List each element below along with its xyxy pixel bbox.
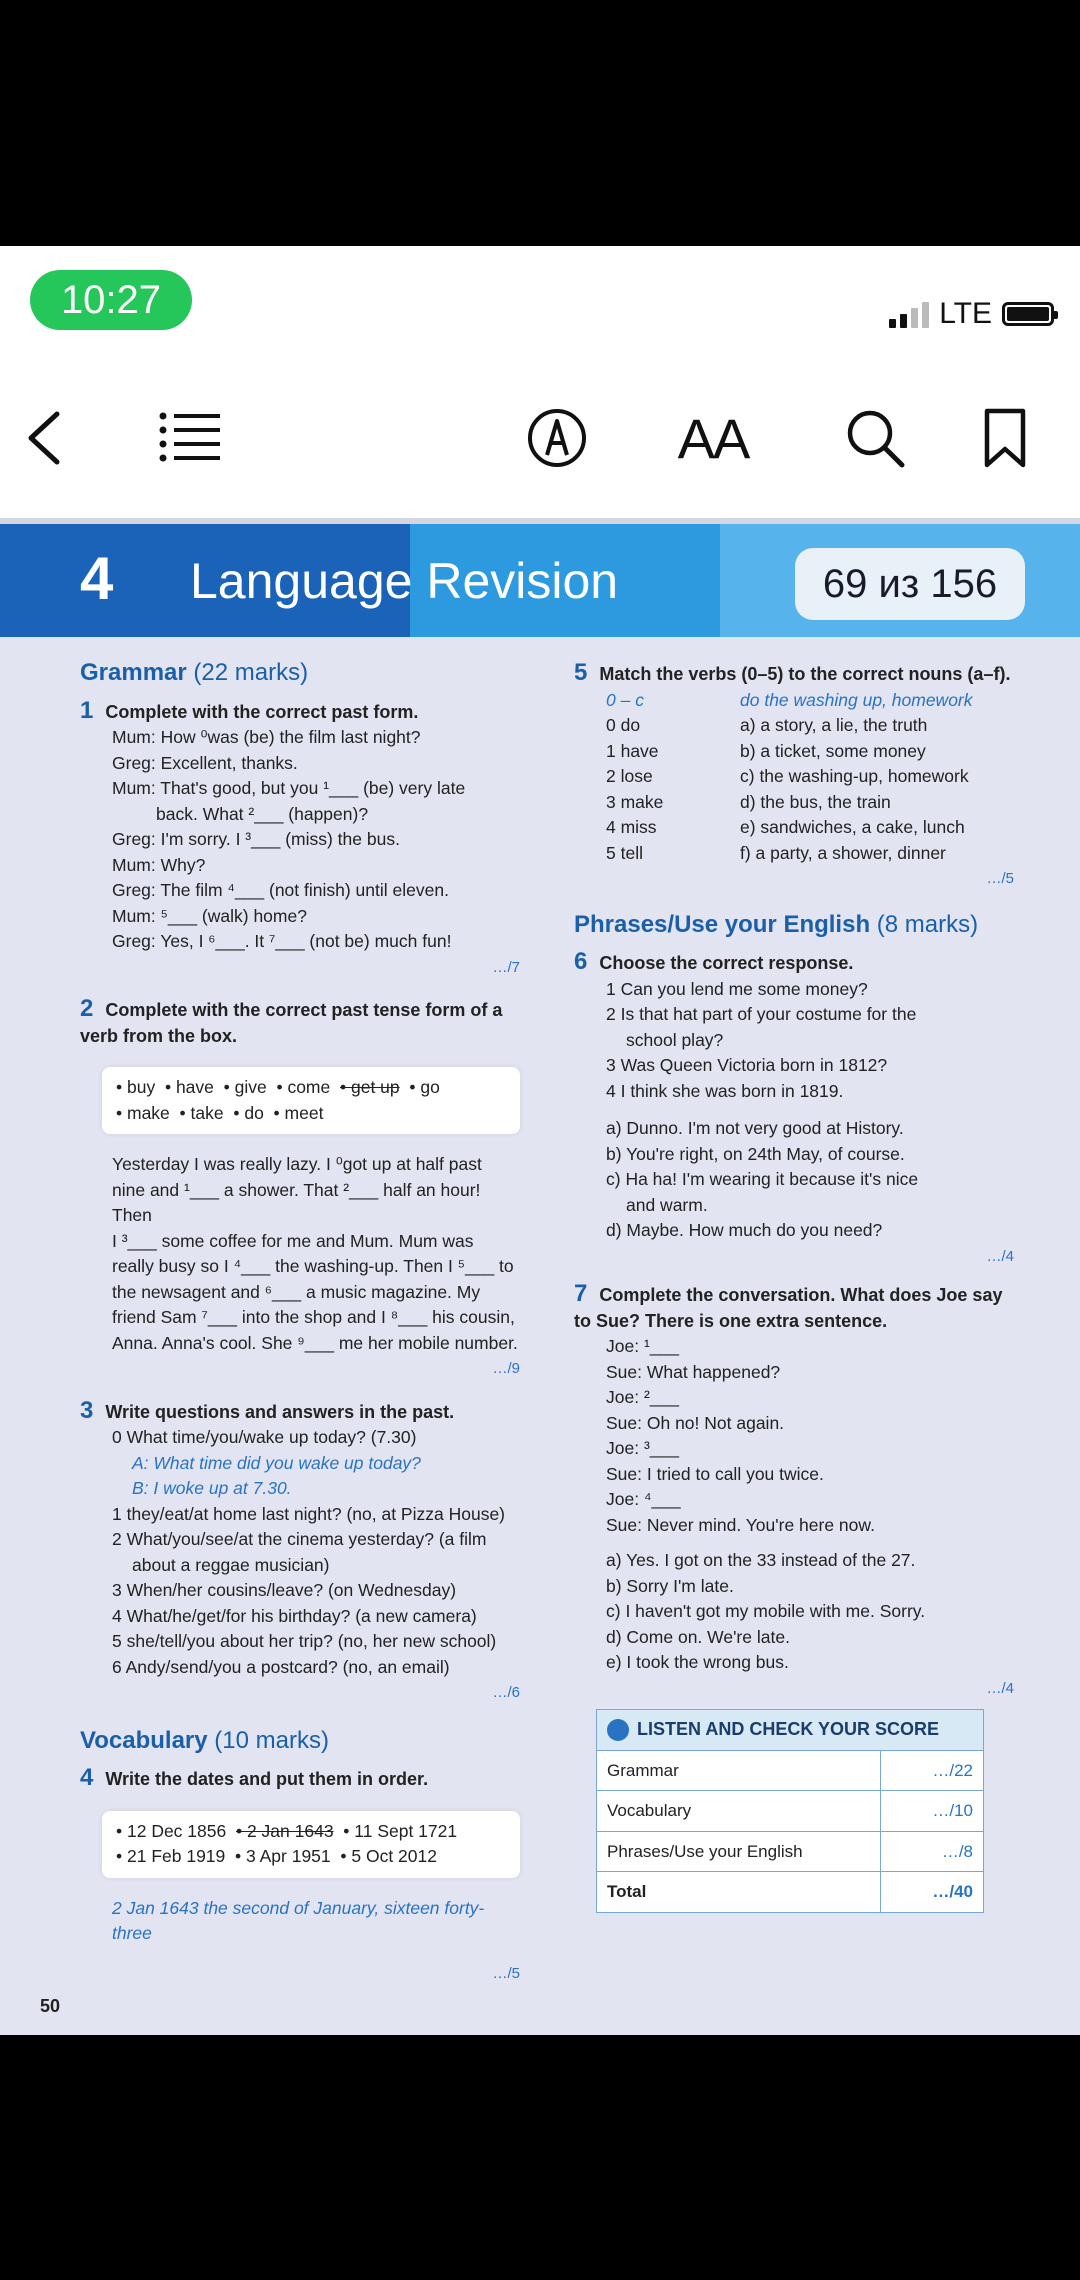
exercise-5-heading: 5 Match the verbs (0–5) to the correct nouns (a–f). bbox=[574, 659, 1011, 686]
page-indicator[interactable]: 69 из 156 bbox=[795, 548, 1025, 620]
exercise-5-score: …/5 bbox=[986, 870, 1014, 887]
grammar-section-title: Grammar (22 marks) bbox=[80, 659, 309, 686]
score-row-phrases: Phrases/Use your English …/8 bbox=[597, 1831, 984, 1872]
phrases-section-title: Phrases/Use your English (8 marks) bbox=[574, 910, 979, 938]
exercise-4-score: …/5 bbox=[492, 1964, 520, 1982]
exercise-6-questions: 1 Can you lend me some money? 2 Is that hat part of your costume for the school play? 3 Was Queen Victoria born in 1812? 4 I think she was born in 1819. bbox=[606, 978, 917, 1101]
score-row-total: Total …/40 bbox=[597, 1872, 984, 1913]
verb-box: • buy • have • give • come • get up • go • make • take • do • meet bbox=[102, 1067, 520, 1134]
search-button[interactable] bbox=[840, 398, 910, 478]
exercise-2-heading: 2 Complete with the correct past tense form of a verb from the box. bbox=[80, 995, 503, 1046]
bookmark-button[interactable] bbox=[975, 398, 1035, 478]
status-bar bbox=[0, 246, 1080, 358]
text-size-button[interactable] bbox=[668, 398, 758, 478]
unit-banner bbox=[0, 524, 1080, 637]
exercise-7-options: a) Yes. I got on the 33 instead of the 27. b) Sorry I'm late. c) I haven't got my mobile with me. Sorry. d) Come on. We're late. e) I took the wrong bus. bbox=[606, 1550, 926, 1672]
exercise-2-text: Yesterday I was really lazy. I ⁰got up at half past nine and ¹___ a shower. That ²___ half an hour! Then I ³___ some coffee for me and Mum. Mum was really busy so I ⁴___ the washing-up. Then I ⁵___ to the newsagent and ⁶___ a music magazine. My friend Sam ⁷___ into the shop and I ⁸___ his cousin, Anna. Anna's cool. She ⁹___ me her mobile number. bbox=[112, 1154, 518, 1353]
exercise-3-heading: 3 Write questions and answers in the past. bbox=[80, 1396, 455, 1424]
network-indicator bbox=[889, 296, 1054, 332]
score-table-header: LISTEN AND CHECK YOUR SCORE bbox=[597, 1710, 984, 1751]
pen-circle-icon bbox=[526, 407, 588, 469]
reader-toolbar bbox=[0, 358, 1080, 518]
left-column bbox=[80, 660, 520, 1986]
exercise-4-example: 2 Jan 1643 the second of January, sixteen forty-three bbox=[112, 1897, 485, 1943]
bottom-area bbox=[0, 2035, 1080, 2280]
exercise-3-items: 0 What time/you/wake up today? (7.30) A: What time did you wake up today? B: I woke up at 7.30. 1 they/eat/at home last night? (no, at Pizza House) 2 What/you/see/at the cinema yesterday? (a film about a reggae musician) 3 When/her cousins/leave? (on Wednesday) 4 What/he/get/for his birthday? (a new camera) 5 she/tell/you about her trip? (no, her new school) 6 Andy/send/you a postcard? (no, an email) bbox=[112, 1427, 505, 1677]
search-icon bbox=[844, 407, 906, 469]
network-type: LTE bbox=[939, 297, 992, 330]
list-icon bbox=[158, 410, 222, 466]
status-time[interactable]: 10:27 bbox=[30, 270, 192, 330]
score-row-grammar: Grammar …/22 bbox=[597, 1750, 984, 1791]
bookmark-icon bbox=[983, 407, 1027, 469]
exercise-2-score: …/9 bbox=[492, 1360, 520, 1377]
text-size-label: AA bbox=[677, 406, 749, 470]
exercise-1-dialog: Mum: How ⁰was (be) the film last night? Greg: Excellent, thanks. Mum: That's good, but you ¹___ (be) very late back. What ²___ (happen)? Greg: I'm sorry. I ³___ (miss) the bus. Mum: Why? Greg: The film ⁴___ (not finish) until eleven. Mum: ⁵___ (walk) home? Greg: Yes, I ⁶___. It ⁷___ (not be) much fun! bbox=[112, 727, 466, 951]
exercise-4-heading: 4 Write the dates and put them in order. bbox=[80, 1764, 429, 1791]
vocabulary-section-title: Vocabulary (10 marks) bbox=[80, 1726, 329, 1754]
unit-title: Language Revision bbox=[190, 553, 619, 609]
headphones-icon bbox=[607, 1719, 629, 1741]
contents-button[interactable] bbox=[155, 398, 225, 478]
score-row-vocabulary: Vocabulary …/10 bbox=[597, 1791, 984, 1832]
exercise-7-dialog: Joe: ¹___ Sue: What happened? Joe: ²___ Sue: Oh no! Not again. Joe: ³___ Sue: I tried to call you twice. Joe: ⁴___ Sue: Never mind. You're here now. bbox=[606, 1336, 875, 1535]
dates-box: • 12 Dec 1856 • 2 Jan 1643 • 11 Sept 1721 • 21 Feb 1919 • 3 Apr 1951 • 5 Oct 2012 bbox=[102, 1811, 520, 1878]
battery-icon bbox=[1002, 302, 1054, 326]
exercise-1-score: …/7 bbox=[492, 958, 520, 976]
back-button[interactable] bbox=[18, 398, 68, 478]
exercise-3-score: …/6 bbox=[492, 1684, 520, 1701]
chevron-left-icon bbox=[23, 408, 63, 468]
unit-number: 4 bbox=[80, 545, 114, 612]
exercise-6-score: …/4 bbox=[986, 1247, 1014, 1265]
exercise-7-score: …/4 bbox=[986, 1679, 1014, 1697]
score-table bbox=[596, 1709, 984, 1913]
annotate-button[interactable] bbox=[522, 398, 592, 478]
exercise-5-match: 0 – c 0 do 1 have 2 lose 3 make 4 miss 5 tell do the washing up, homework a) a story, a lie, the truth b) a ticket, some money c) the washing-up, homework d) the bus, the train e) sandwiches, a cake, lunch f) a party, a shower, dinner bbox=[606, 689, 973, 863]
signal-icon bbox=[889, 300, 929, 328]
exercise-6-answers: a) Dunno. I'm not very good at History. b) You're right, on 24th May, of course. c) Ha ha! I'm wearing it because it's nice and warm. d) Maybe. How much do you need? bbox=[606, 1118, 919, 1240]
right-column bbox=[574, 660, 1014, 1913]
page-number: 50 bbox=[40, 1996, 61, 2016]
exercise-1-heading: 1 Complete with the correct past form. bbox=[80, 696, 419, 724]
exercise-7-heading: 7 Complete the conversation. What does Joe say to Sue? There is one extra sentence. bbox=[574, 1280, 1003, 1331]
book-page bbox=[0, 518, 1080, 2035]
exercise-6-heading: 6 Choose the correct response. bbox=[574, 948, 854, 975]
